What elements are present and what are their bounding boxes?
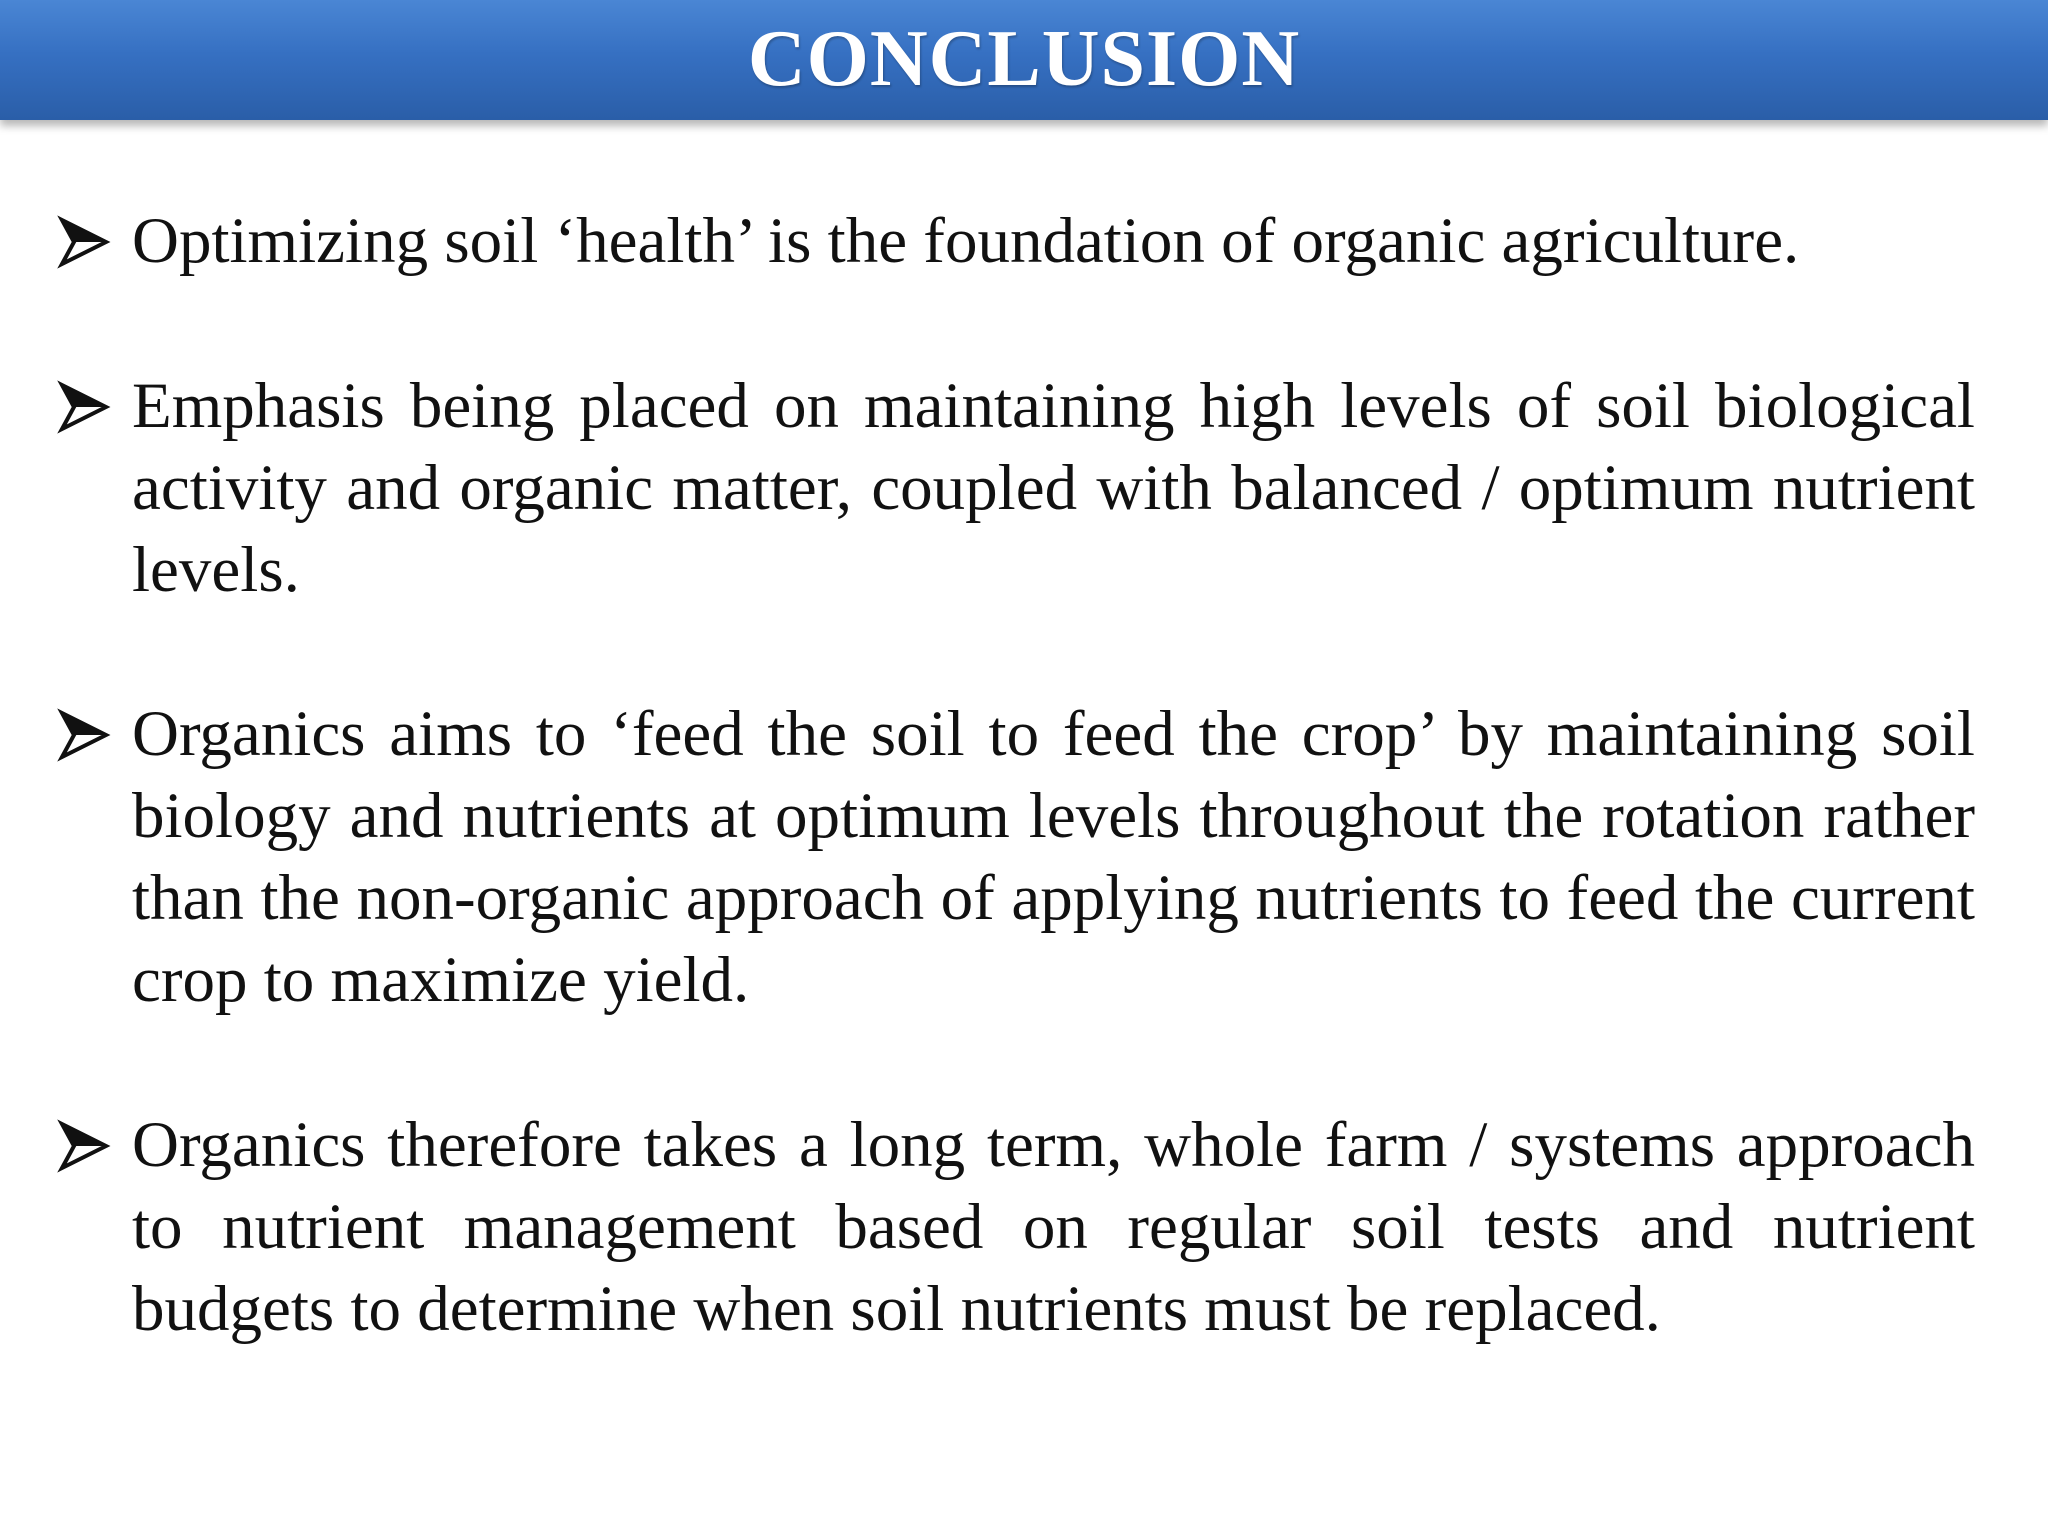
slide-title: CONCLUSION bbox=[747, 14, 1301, 103]
bullet-text: Organics aims to ‘feed the soil to feed the crop’ by maintaining soil biology and nutrients at optimum levels throughout the rotation rather than the non-organic approach of applying nutrients to feed the current crop to maximize yield. bbox=[132, 698, 1975, 1016]
arrowhead-bullet-icon bbox=[56, 705, 112, 765]
bullet-text: Emphasis being placed on maintaining high levels of soil biological activity and organic matter, coupled with balanced / optimum nutrient levels. bbox=[132, 370, 1975, 606]
arrowhead-bullet-icon bbox=[56, 212, 112, 272]
title-bar bbox=[0, 0, 2048, 120]
arrowhead-bullet-icon bbox=[56, 377, 112, 437]
bullet-text: Organics therefore takes a long term, whole farm / systems approach to nutrient management based on regular soil tests and nutrient budgets to determine when soil nutrients must be replaced. bbox=[132, 1109, 1975, 1345]
bullet-text: Optimizing soil ‘health’ is the foundation of organic agriculture. bbox=[132, 205, 1800, 277]
arrowhead-bullet-icon bbox=[56, 1116, 112, 1176]
